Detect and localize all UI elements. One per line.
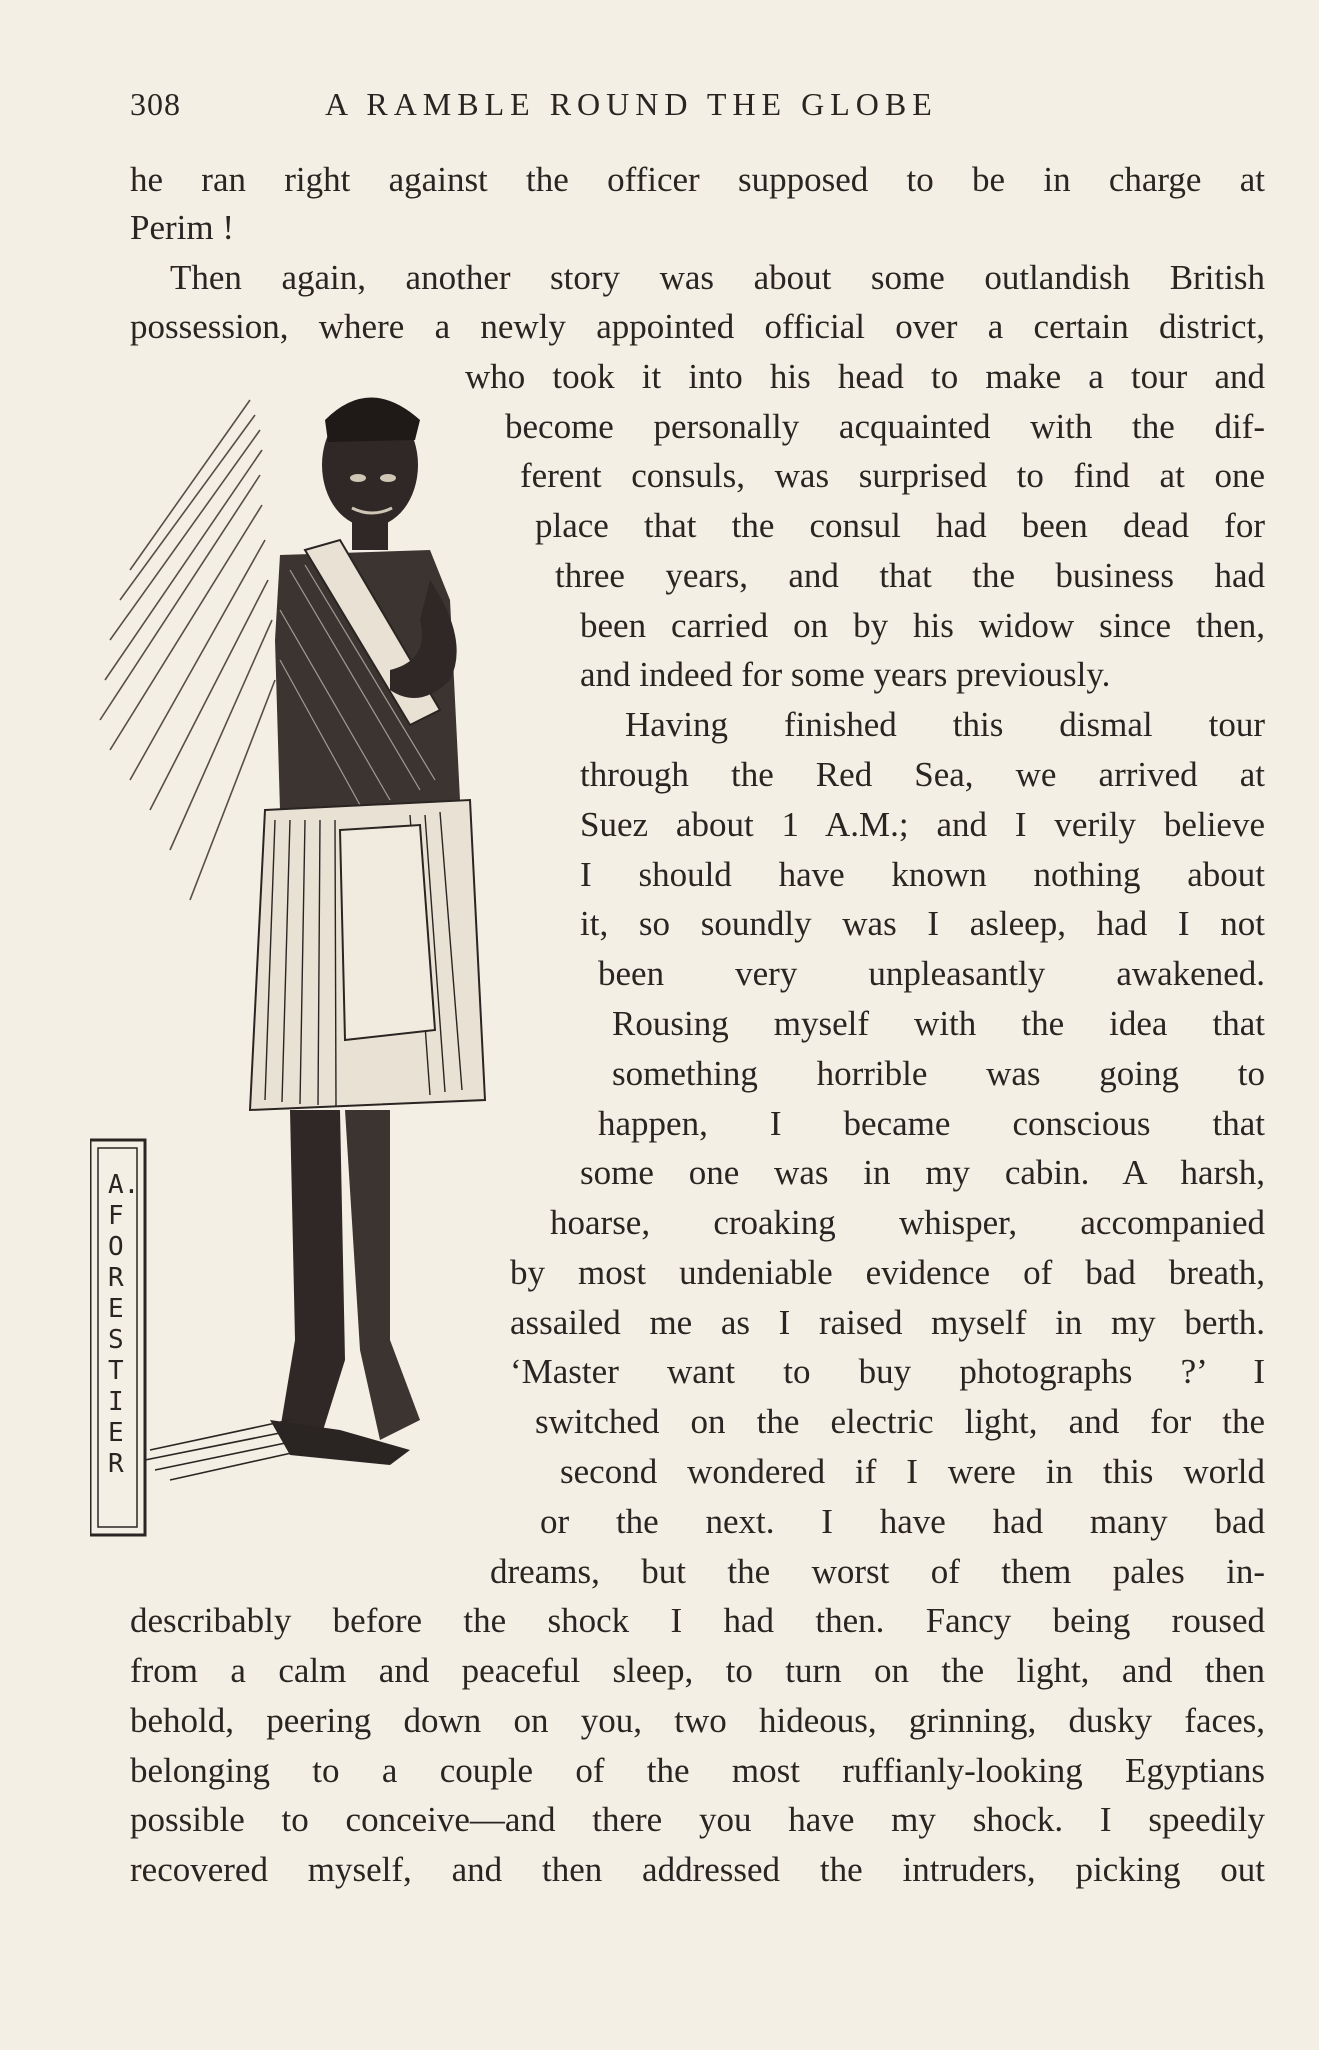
text-line: and indeed for some years previously. (580, 655, 1111, 694)
text-line: Having finished this dismal tour (625, 705, 1265, 744)
text-line: hoarse, croaking whisper, accompanied (550, 1203, 1265, 1242)
text-line: Then again, another story was about some outlandish British (170, 258, 1265, 297)
text-line: belonging to a couple of the most ruffianly-looking Egyptians (130, 1751, 1265, 1790)
text-line: by most undeniable evidence of bad breath, (510, 1253, 1265, 1292)
text-line: he ran right against the officer supposed to be in charge at (130, 160, 1265, 199)
figure-drawing (90, 380, 560, 1540)
text-line: three years, and that the business had (555, 556, 1265, 595)
text-line: who took it into his head to make a tour and (465, 357, 1265, 396)
text-line: dreams, but the worst of them pales in- (490, 1552, 1265, 1591)
text-line: assailed me as I raised myself in my berth. (510, 1303, 1265, 1342)
text-line: possession, where a newly appointed official over a certain district, (130, 307, 1265, 346)
text-line: something horrible was going to (612, 1054, 1265, 1093)
text-line: switched on the electric light, and for the (535, 1402, 1265, 1441)
text-line: behold, peering down on you, two hideous, grinning, dusky faces, (130, 1701, 1265, 1740)
text-line: happen, I became conscious that (598, 1104, 1265, 1143)
page-number: 308 (130, 86, 181, 122)
text-line: been carried on by his widow since then, (580, 606, 1265, 645)
text-line: or the next. I have had many bad (540, 1502, 1265, 1541)
text-line: recovered myself, and then addressed the intruders, picking out (130, 1850, 1265, 1889)
text-line: ferent consuls, was surprised to find at one (520, 456, 1265, 495)
figure-illustration (90, 380, 560, 1540)
running-header (130, 86, 1265, 130)
text-line: some one was in my cabin. A harsh, (580, 1153, 1265, 1192)
text-line: describably before the shock I had then. Fancy being roused (130, 1601, 1265, 1640)
text-line: from a calm and peaceful sleep, to turn on the light, and then (130, 1651, 1265, 1690)
text-line: possible to conceive—and there you have my shock. I speedily (130, 1800, 1265, 1839)
text-line: it, so soundly was I asleep, had I not (580, 904, 1265, 943)
text-line: place that the consul had been dead for (535, 506, 1265, 545)
text-line: Perim ! (130, 208, 235, 247)
text-line: become personally acquainted with the dif- (505, 407, 1265, 446)
text-line: been very unpleasantly awakened. (598, 954, 1265, 993)
text-line: ‘Master want to buy photographs ?’ I (510, 1352, 1265, 1391)
text-line: second wondered if I were in this world (560, 1452, 1265, 1491)
text-line: Suez about 1 A.M.; and I verily believe (580, 805, 1265, 844)
running-title: A RAMBLE ROUND THE GLOBE (325, 86, 938, 122)
text-line: Rousing myself with the idea that (612, 1004, 1265, 1043)
artist-signature: A. FORESTIER (108, 1170, 140, 1479)
text-line: I should have known nothing about (580, 855, 1265, 894)
text-line: through the Red Sea, we arrived at (580, 755, 1265, 794)
